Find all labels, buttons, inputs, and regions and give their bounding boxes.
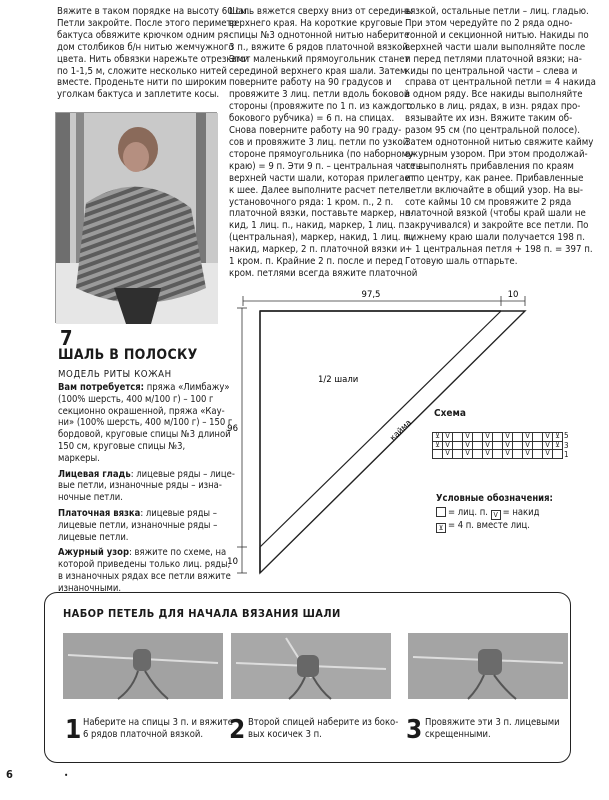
materials-line: (100% шерсть, 400 м/100 г) – 100 г <box>58 393 214 405</box>
materials-line: : лицевые ряды – <box>140 507 217 519</box>
yarn-over-symbol-icon: V <box>491 510 501 520</box>
yarn-over-cell: V <box>443 433 453 442</box>
col2-line: 3 п., вяжите 6 рядов платочной вязкой. <box>229 41 411 53</box>
col3-line: справа от центральной петли = 4 накида <box>405 77 596 89</box>
col1-line: по 1-1,5 м, сложите несколько нитей <box>57 65 227 77</box>
col2-line: Снова поверните работу на 90 граду- <box>229 125 402 137</box>
col2-line: кром. петлями всегда вяжите платочной <box>229 267 418 279</box>
materials-block <box>58 547 231 594</box>
col3-line: Затем однотонной нитью свяжите кайму <box>405 136 594 148</box>
yarn-over-cell: V <box>523 450 533 459</box>
materials-label: Лицевая гладь <box>58 468 131 480</box>
materials-block <box>58 468 235 504</box>
text-column-1 <box>57 6 250 101</box>
col2-line: бокового рубчика) = 6 п. на спицах. <box>229 113 395 125</box>
step-1-number: 1 <box>65 715 82 745</box>
knitting-needles-image <box>408 633 568 699</box>
materials-line: лицевые петли. <box>58 531 129 543</box>
materials-line: : лицевые ряды – лице- <box>130 468 235 480</box>
col1-line: бактуса обвяжите крючком одним ря- <box>57 29 232 41</box>
col2-line: верхней части шали, которая прилегает <box>229 172 415 184</box>
decrease-symbol-icon: ⊻ <box>436 523 446 533</box>
knit-cell <box>453 433 463 442</box>
col2-line: 1 кром. п. Крайние 2 п. после и перед <box>229 256 403 268</box>
col2-line: платочной вязки, поставьте маркер, на- <box>229 208 414 220</box>
materials-line: лицевые петли, изнаночные ряды – <box>58 519 218 531</box>
knit-cell <box>533 450 543 459</box>
stitch-chart-row-number: 1 <box>564 450 569 459</box>
legend-knit-text: = лиц. п. <box>448 506 488 518</box>
yarn-over-cell: V <box>483 450 493 459</box>
col3-line: в одном ряду. Все накиды выполняйте <box>405 89 583 101</box>
yarn-over-cell: V <box>443 441 453 450</box>
col2-line: кид, 1 лиц. п., накид, маркер, 1 лиц. п. <box>229 220 407 232</box>
col1-line: Вяжите в таком порядке на высоту 60 см. <box>57 6 250 17</box>
diagram-top-width: 97,5 <box>361 290 381 300</box>
col2-line: Шаль вяжется сверху вниз от середины <box>229 6 414 17</box>
knit-cell <box>533 433 543 442</box>
col1-line: дом столбиков б/н нитью жемчужного <box>57 41 234 53</box>
step-3-photo <box>408 633 568 699</box>
stitch-chart-title: Схема <box>434 408 466 419</box>
col3-line: При этом чередуйте по 2 ряда одно- <box>405 17 573 29</box>
diagram-border-label: кайма <box>388 417 414 443</box>
knit-cell <box>433 450 443 459</box>
materials-line: изнаночными. <box>58 582 122 594</box>
step-1-text: Наберите на спицы 3 п. и вяжите 6 рядов платочной вязкой. <box>83 717 233 740</box>
yarn-over-cell: V <box>543 450 553 459</box>
col1-line: уголкам бактуса и заплетите косы. <box>57 89 220 101</box>
knit-cell <box>513 433 523 442</box>
col3-line: закручивался) и закройте все петли. По <box>405 220 589 232</box>
materials-line: секционно окрашенной, пряжа «Кау- <box>58 405 225 417</box>
yarn-over-cell: V <box>463 441 473 450</box>
yarn-over-cell: V <box>463 450 473 459</box>
col3-line: верхней части шали выполняйте после <box>405 41 586 53</box>
legend-decrease-text: = 4 п. вместе лиц. <box>448 519 530 531</box>
yarn-over-cell: V <box>443 450 453 459</box>
knit-cell <box>513 450 523 459</box>
step-2-number: 2 <box>229 715 246 745</box>
text-column-2 <box>229 6 421 280</box>
col3-line: соте каймы 10 см провяжите 2 ряда <box>405 196 572 208</box>
step-1-photo <box>63 633 223 699</box>
col2-line: серединой верхнего края шали. Затем <box>229 65 407 77</box>
yarn-over-cell: V <box>523 433 533 442</box>
diagram-border-top: 10 <box>507 290 519 300</box>
diagram-border-left: 10 <box>227 557 238 567</box>
knit-cell <box>453 450 463 459</box>
col3-line: Готовую шаль отпарьте. <box>405 256 518 268</box>
col2-line: накид, маркер, 2 п. платочной вязки и <box>229 244 406 256</box>
cast-on-panel <box>44 592 571 763</box>
legend <box>436 493 553 533</box>
materials-line: в изнаночных рядах все петли вяжите <box>58 570 231 582</box>
page-number: 6 <box>6 768 13 781</box>
col2-line: сов и провяжите 3 лиц. петли по узкой <box>229 136 409 148</box>
knit-cell <box>493 433 503 442</box>
stitch-chart <box>432 408 569 459</box>
col3-line: ажурным узором. При этом продолжай- <box>405 148 588 160</box>
col2-line: к шее. Далее выполните расчет петель <box>229 184 411 196</box>
project-number: 7 <box>60 326 73 350</box>
step-3-text: Провяжите эти 3 п. лицевыми скрещенными. <box>425 717 560 740</box>
stitch-chart-row <box>433 433 563 442</box>
yarn-over-cell: V <box>503 441 513 450</box>
knit-cell <box>473 450 483 459</box>
model-photo <box>55 112 217 323</box>
materials-line: ни» (100% шерсть, 400 м/100 г) – 150 г <box>58 417 233 429</box>
yarn-over-cell: V <box>463 433 473 442</box>
legend-row-1 <box>436 507 553 520</box>
stitch-chart-row-number: 3 <box>564 440 569 450</box>
legend-yarn-over-text: = накид <box>502 506 540 518</box>
project-title: ШАЛЬ В ПОЛОСКУ <box>58 347 198 363</box>
knitting-needles-image <box>63 633 223 699</box>
diagram-half-label: 1/2 шали <box>318 375 359 385</box>
col3-line: и по центру, как ранее. Прибавленные <box>405 172 584 184</box>
materials-line: маркеры. <box>58 452 100 464</box>
step-2-text: Второй спицей наберите из боко- вых косичек 3 п. <box>248 717 399 740</box>
legend-title: Условные обозначения: <box>436 493 553 504</box>
col3-line: разом 95 см (по центральной полосе). <box>405 125 581 137</box>
decrease-cell: ⊻ <box>553 433 563 442</box>
materials-line: которой приведены только лиц. ряды, <box>58 559 231 571</box>
knit-cell <box>553 450 563 459</box>
yarn-over-cell: V <box>503 450 513 459</box>
yarn-over-cell: V <box>483 433 493 442</box>
col3-line: вязывайте их изн. Вяжите таким об- <box>405 113 573 125</box>
col2-line: провяжите 3 лиц. петли вдоль боковой <box>229 89 410 101</box>
col2-line: краю) = 9 п. Эти 9 п. – центральная часть <box>229 160 421 172</box>
col3-line: киды по центральной части – слева и <box>405 65 578 77</box>
stitch-chart-row <box>433 441 563 450</box>
woman-in-shawl-image <box>56 113 218 324</box>
stitch-chart-grid <box>432 432 563 459</box>
col1-line: вместе. Проденьте нити по широким <box>57 77 227 89</box>
project-model: МОДЕЛЬ РИТЫ КОЖАН <box>58 369 172 380</box>
knit-cell <box>493 441 503 450</box>
col3-line: платочной вязкой (чтобы край шали не <box>405 208 586 220</box>
stitch-chart-row-number: 5 <box>564 431 569 440</box>
stitch-chart-row-numbers <box>564 432 569 461</box>
step-2-photo <box>231 633 391 699</box>
materials-block <box>58 508 218 543</box>
knitting-needles-image <box>231 633 391 699</box>
knit-cell <box>473 433 483 442</box>
yarn-over-cell: V <box>543 441 553 450</box>
legend-row-2 <box>436 520 553 533</box>
col2-line: поверните работу на 90 градусов и <box>229 77 392 89</box>
materials-label: Вам потребуется: <box>58 382 145 393</box>
col2-line: верхнего края. На короткие круговые <box>229 17 403 29</box>
col3-line: те выполнять прибавления по краям <box>405 160 574 172</box>
yarn-over-cell: V <box>543 433 553 442</box>
col3-line: нижнему краю шали получается 198 п. <box>405 232 585 244</box>
yarn-over-cell: V <box>483 441 493 450</box>
col2-line: спицы №3 однотонной нитью наберите <box>229 29 410 41</box>
col3-line: вязкой, остальные петли – лиц. гладью. <box>405 6 589 17</box>
materials-line: : вяжите по схеме, на <box>129 547 227 559</box>
yarn-over-cell: V <box>503 433 513 442</box>
cast-on-panel-title: НАБОР ПЕТЕЛЬ ДЛЯ НАЧАЛА ВЯЗАНИЯ ШАЛИ <box>63 607 341 620</box>
col1-line: цвета. Нить обвязки нарежьте отрезками <box>57 53 250 65</box>
col3-line: и перед петлями платочной вязки; на- <box>405 53 582 65</box>
col2-line: стороне прямоугольника (по наборному <box>229 148 414 160</box>
materials-line: 150 см, круговые спицы №3, <box>58 440 186 452</box>
col2-line: установочного ряда: 1 кром. п., 2 п. <box>229 196 394 208</box>
col2-line: (центральная), маркер, накид, 1 лиц. п., <box>229 232 415 244</box>
yarn-over-cell: V <box>523 441 533 450</box>
decrease-cell: ⊻ <box>553 441 563 450</box>
materials-line: пряжа «Лимбажу» <box>144 382 230 393</box>
col3-line: + 1 центральная петля + 198 п. = 397 п. <box>405 244 593 256</box>
knit-cell <box>493 450 503 459</box>
decrease-cell: ⊻ <box>433 441 443 450</box>
col3-line: тонной и секционной нитью. Накиды по <box>405 29 589 41</box>
col3-line: петли включайте в общий узор. На вы- <box>405 184 584 196</box>
decrease-cell: ⊻ <box>433 433 443 442</box>
knit-symbol-icon <box>436 507 446 517</box>
materials-line: вые петли, изнаночные ряды – изна- <box>58 480 222 492</box>
knit-cell <box>513 441 523 450</box>
knit-cell <box>453 441 463 450</box>
knit-cell <box>533 441 543 450</box>
text-column-3 <box>405 6 596 268</box>
stitch-chart-row <box>433 450 563 459</box>
col2-line: Этот маленький прямоугольник станет <box>229 53 410 65</box>
materials-label: Платочная вязка <box>58 507 141 519</box>
materials-line: ночные петли. <box>58 492 123 504</box>
materials-line: бордовой, круговые спицы №3 длиной <box>58 429 231 441</box>
materials-label: Ажурный узор <box>58 547 129 559</box>
col3-line: только в лиц. рядах, в изн. рядах про- <box>405 101 581 113</box>
step-3-number: 3 <box>406 715 423 745</box>
col2-line: стороны (провяжите по 1 п. из каждого <box>229 101 412 113</box>
knit-cell <box>473 441 483 450</box>
col1-line: Петли закройте. После этого периметр <box>57 17 238 29</box>
diagram-left-height: 96 <box>227 424 238 434</box>
footer-mark: • <box>64 771 69 780</box>
